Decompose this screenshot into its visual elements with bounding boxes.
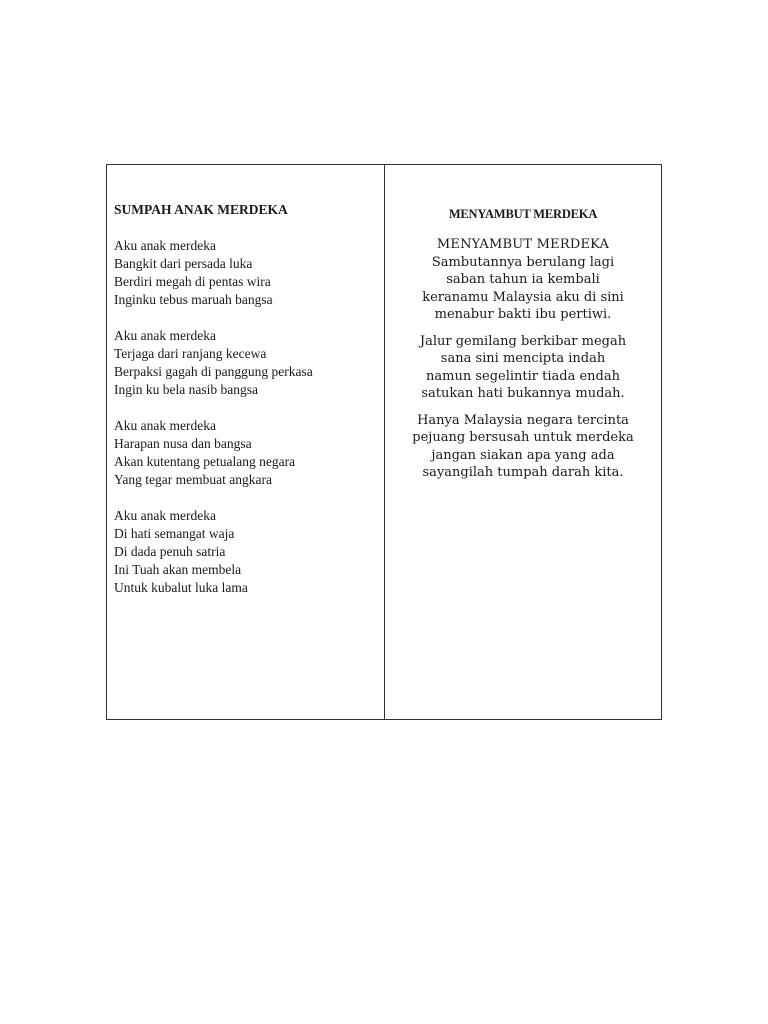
poem-line: pejuang bersusah untuk merdeka — [412, 430, 634, 445]
poem-line: Jalur gemilang berkibar megah — [419, 333, 627, 349]
left-stanza-2 — [114, 327, 384, 399]
poem-line: satukan hati bukannya mudah. — [421, 386, 625, 401]
poem-line: jangan siakan apa yang ada — [431, 447, 615, 463]
right-stanza-2 — [385, 333, 661, 403]
poem-line: menabur bakti ibu pertiwi. — [434, 307, 612, 322]
left-stanza-3 — [114, 417, 384, 489]
poem-table — [106, 164, 662, 720]
poem-line: sayangilah tumpah darah kita. — [422, 465, 624, 480]
poem-line: Akan kutentang petualang negara — [114, 454, 296, 469]
poem-line: Untuk kubalut luka lama — [114, 580, 248, 595]
right-stanza-3 — [385, 412, 661, 482]
poem-line: Harapan nusa dan bangsa — [114, 436, 252, 451]
poem-line: Ini Tuah akan membela — [114, 562, 242, 577]
poem-line: Aku anak merdeka — [114, 328, 216, 343]
poem-line: Aku anak merdeka — [114, 238, 216, 253]
left-stanza-1 — [114, 237, 384, 309]
right-poem-title: MENYAMBUT MERDEKA — [448, 207, 598, 221]
poem-line: Di hati semangat waja — [114, 526, 235, 541]
poem-line: Bangkit dari persada luka — [114, 256, 253, 271]
left-stanza-4 — [114, 507, 384, 597]
poem-line: Berpaksi gagah di panggung perkasa — [114, 364, 313, 379]
poem-line: Aku anak merdeka — [114, 508, 216, 523]
poem-line: sana sini mencipta indah — [440, 351, 606, 366]
left-poem-title: SUMPAH ANAK MERDEKA — [114, 202, 288, 217]
poem-line: MENYAMBUT MERDEKA — [436, 237, 610, 252]
poem-line: Ingin ku bela nasib bangsa — [114, 382, 258, 397]
poem-line: Yang tegar membuat angkara — [114, 472, 272, 487]
poem-line: Di dada penuh satria — [114, 544, 226, 559]
poem-line: Inginku tebus maruah bangsa — [114, 292, 273, 307]
poem-line: Berdiri megah di pentas wira — [114, 274, 271, 289]
right-poem-cell — [385, 165, 661, 719]
left-poem-cell — [107, 165, 385, 719]
poem-line: Aku anak merdeka — [114, 418, 216, 433]
right-stanza-1 — [385, 236, 661, 324]
poem-line: saban tahun ia kembali — [446, 272, 600, 287]
poem-line: Hanya Malaysia negara tercinta — [417, 412, 629, 428]
poem-line: Terjaga dari ranjang kecewa — [114, 346, 267, 361]
poem-line: namun segelintir tiada endah — [426, 368, 620, 384]
poem-line: Sambutannya berulang lagi — [431, 254, 615, 270]
poem-line: keranamu Malaysia aku di sini — [422, 289, 624, 305]
